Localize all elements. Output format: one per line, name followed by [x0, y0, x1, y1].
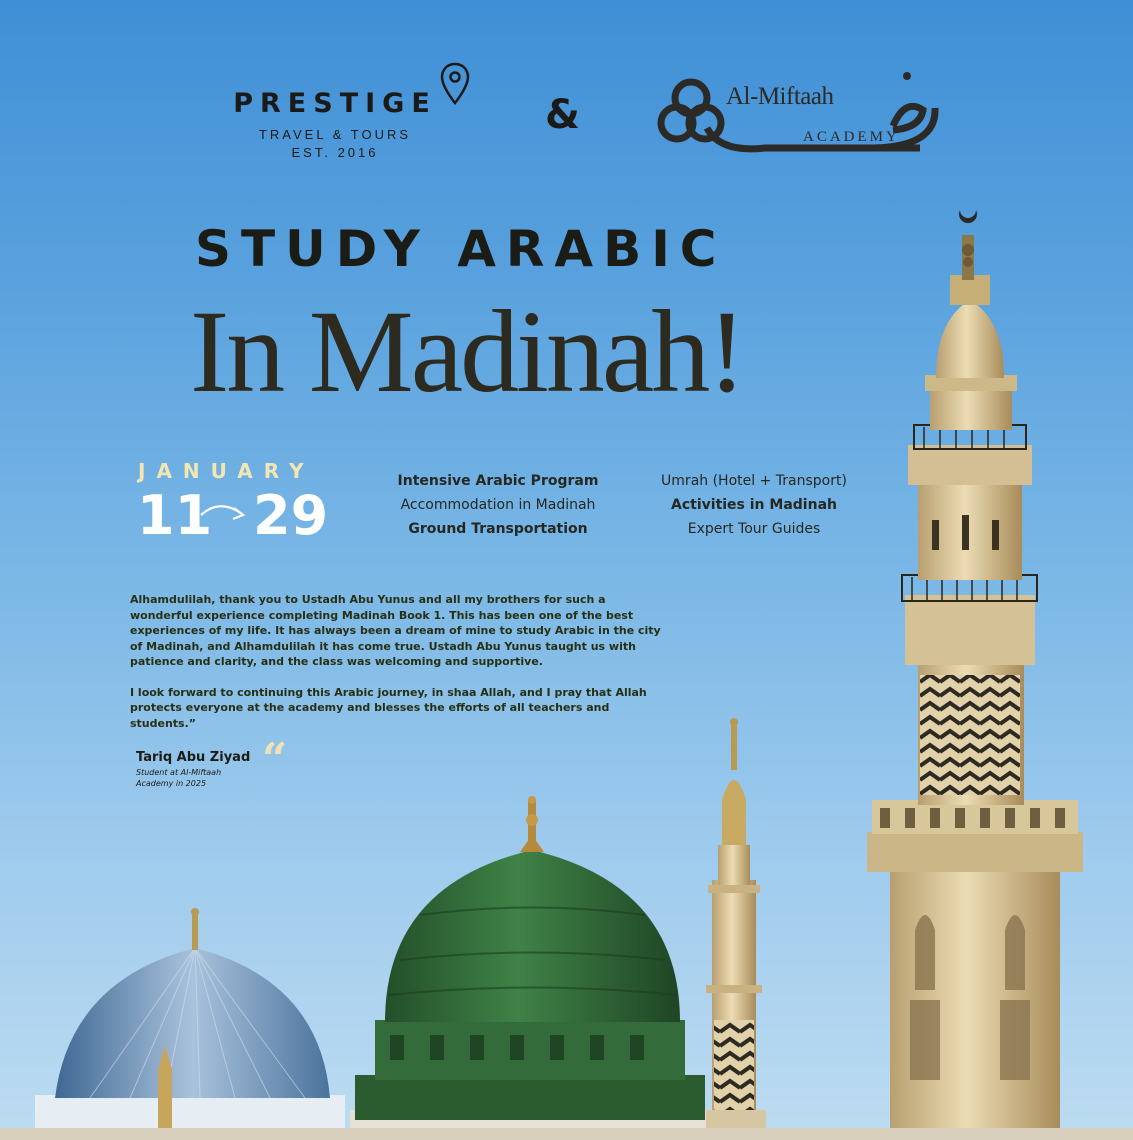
silver-dome	[35, 908, 345, 1140]
date-start: 11	[137, 484, 213, 547]
feature-item: Activities in Madinah	[671, 497, 837, 513]
testimonial-paragraph-1: Alhamdulilah, thank you to Ustadh Abu Yunus and all my brothers for such a wonderful experience completing Madinah Book 1. This has been one of the best experiences of my life. It has always been a dream of mine to study Arabic in the city of Madinah, and Alhamdulilah it has come true. Ustadh Abu Yunus taught us with patience and clarity, and the class was welcoming and supportive.	[130, 593, 661, 668]
date-end: 29	[253, 484, 329, 547]
headline-in-madinah: In Madinah!	[190, 286, 744, 417]
location-pin-icon	[440, 62, 470, 106]
feature-item: Intensive Arabic Program	[397, 473, 599, 489]
small-minaret	[706, 718, 766, 1140]
feature-item: Expert Tour Guides	[687, 521, 821, 537]
academy-subtitle: ACADEMY	[803, 129, 900, 145]
prestige-established: EST. 2016	[291, 145, 379, 160]
date-month: JANUARY	[138, 459, 315, 483]
al-miftaah-logo	[655, 68, 940, 163]
testimonial-paragraph-2: I look forward to continuing this Arabic journey, in shaa Allah, and I pray that Allah protects everyone at the academy and blesses the efforts of all teachers and students.”	[130, 685, 647, 730]
prestige-name: PRESTIGE	[233, 88, 437, 119]
feature-item: Ground Transportation	[408, 521, 588, 537]
feature-item: Accommodation in Madinah	[400, 497, 596, 513]
tall-minaret	[867, 210, 1083, 1140]
green-dome	[350, 796, 710, 1140]
feature-item: Umrah (Hotel + Transport)	[661, 473, 847, 489]
ampersand: &	[545, 92, 580, 138]
prestige-subtitle: TRAVEL & TOURS	[258, 127, 412, 142]
quote-mark-icon: “	[262, 734, 288, 785]
headline-study-arabic: STUDY ARABIC	[195, 220, 727, 278]
testimonial-author: Tariq Abu Ziyad	[136, 750, 251, 765]
features-column-1	[378, 469, 618, 541]
testimonial-text	[130, 592, 670, 746]
prestige-logo	[205, 88, 465, 160]
curved-arrow-icon	[198, 500, 248, 522]
features-column-2	[634, 469, 874, 541]
testimonial-author-role: Student at Al-Miftaah Academy in 2025	[136, 768, 222, 788]
academy-name: Al-Miftaah	[726, 83, 834, 110]
